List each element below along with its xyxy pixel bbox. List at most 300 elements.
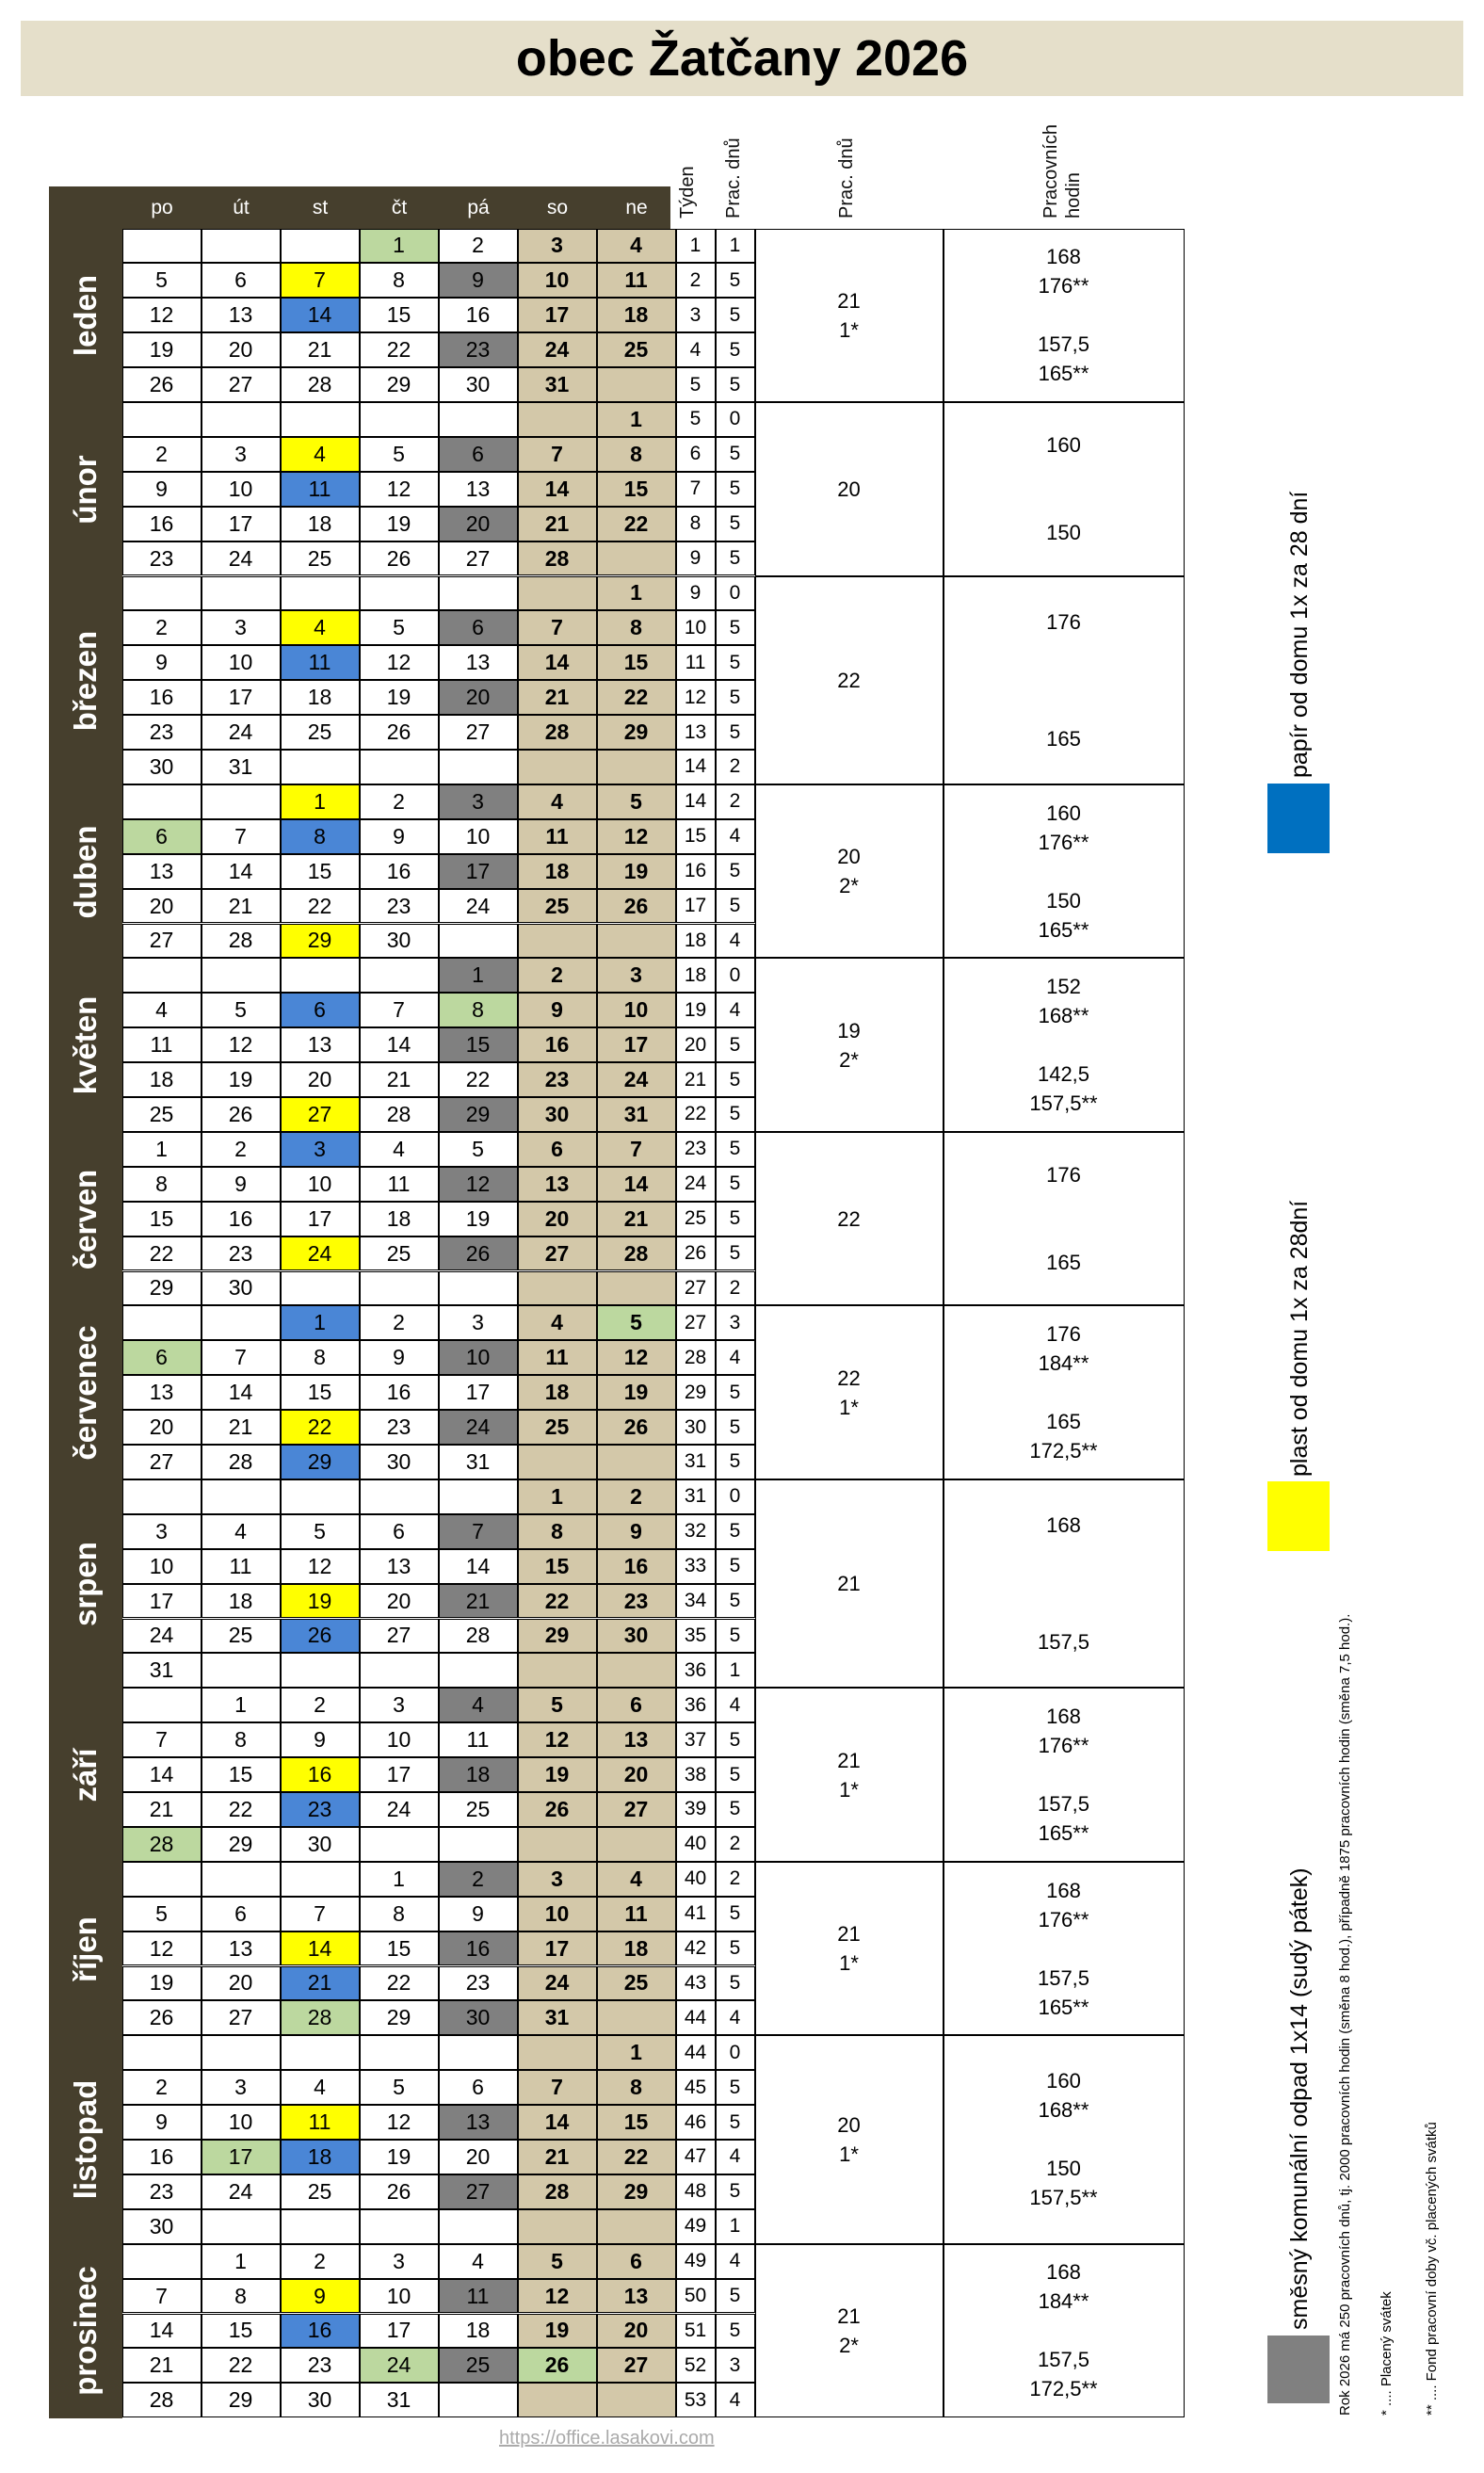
day-cell: 8 [439, 993, 518, 1027]
month-label [49, 229, 122, 403]
day-cell: 14 [360, 1027, 439, 1062]
hours-value: 157,5 [1037, 2348, 1090, 2372]
day-cell: 6 [439, 437, 518, 472]
day-cell: 9 [202, 1167, 281, 1202]
day-cell: 2 [281, 1688, 360, 1722]
day-cell [439, 1653, 518, 1688]
legend-smesny-label: směsný komunální odpad 1x14 (sudý pátek) [1286, 1867, 1313, 2330]
day-cell: 25 [122, 1097, 202, 1132]
day-cell: 7 [281, 1897, 360, 1932]
day-cell: 24 [518, 1966, 597, 2001]
week-workdays: 5 [716, 332, 755, 367]
week-workdays: 5 [716, 1236, 755, 1271]
header-prac-hodin: Pracovních hodin [1040, 123, 1084, 218]
day-cell: 7 [281, 263, 360, 298]
week-number: 18 [676, 958, 716, 993]
day-cell: 3 [360, 2244, 439, 2279]
day-cell [122, 1305, 202, 1340]
day-cell: 12 [439, 1167, 518, 1202]
day-cell: 7 [122, 2279, 202, 2314]
week-workdays: 5 [716, 645, 755, 680]
week-number: 12 [676, 680, 716, 715]
month-label [49, 1479, 122, 1688]
day-cell: 20 [281, 1062, 360, 1097]
day-cell: 23 [122, 2174, 202, 2209]
day-cell [597, 1445, 676, 1479]
day-cell [202, 229, 281, 264]
day-cell: 9 [281, 2279, 360, 2314]
month-hours [944, 958, 1185, 1132]
day-cell: 21 [518, 507, 597, 541]
day-cell: 15 [439, 1027, 518, 1062]
week-number: 8 [676, 507, 716, 541]
hours-value: 157,5 [1037, 1792, 1090, 1817]
day-cell [518, 2035, 597, 2070]
hours-value: 172,5** [1029, 2377, 1098, 2401]
day-cell [281, 1653, 360, 1688]
week-workdays: 4 [716, 2140, 755, 2174]
day-cell: 29 [439, 1097, 518, 1132]
day-cell: 30 [281, 2383, 360, 2417]
day-cell: 6 [122, 1340, 202, 1375]
hours-value: 160 [1046, 433, 1081, 458]
day-cell: 15 [597, 645, 676, 680]
day-cell: 6 [439, 2070, 518, 2105]
hours-value: 168 [1046, 2260, 1081, 2285]
day-cell: 8 [597, 610, 676, 645]
day-cell: 19 [360, 507, 439, 541]
day-cell: 8 [518, 1514, 597, 1549]
workdays-value: 22 [837, 1206, 861, 1231]
day-cell: 24 [202, 541, 281, 576]
week-workdays: 5 [716, 2314, 755, 2349]
day-cell: 8 [360, 1897, 439, 1932]
day-cell [360, 2209, 439, 2244]
month-hours [944, 784, 1185, 959]
hours-value: 176 [1046, 1322, 1081, 1347]
week-number: 53 [676, 2383, 716, 2417]
day-cell: 1 [360, 1862, 439, 1897]
day-cell: 16 [360, 1375, 439, 1410]
day-cell: 27 [281, 1097, 360, 1132]
day-cell: 14 [281, 298, 360, 332]
day-cell: 24 [122, 1619, 202, 1654]
week-workdays: 0 [716, 402, 755, 437]
day-cell: 7 [518, 2070, 597, 2105]
day-cell: 4 [439, 2244, 518, 2279]
day-cell: 4 [281, 610, 360, 645]
month-name: leden [68, 275, 103, 357]
day-cell: 26 [360, 715, 439, 750]
workdays-value: 22 [837, 1366, 861, 1390]
workdays-value: 21 [837, 2303, 861, 2328]
day-cell: 8 [202, 1722, 281, 1757]
day-cell: 20 [122, 889, 202, 924]
day-cell [439, 2035, 518, 2070]
day-cell: 4 [439, 1688, 518, 1722]
week-number: 4 [676, 332, 716, 367]
week-number: 27 [676, 1271, 716, 1306]
day-cell: 28 [281, 2000, 360, 2035]
weekday-header: pá [467, 196, 490, 218]
note-rok: Rok 2026 má 250 pracovních dnů, tj. 2000 pracovních hodin (směna 8 hod.), případně 1875 pracovních hodin (směna 7,5 hod.). [1337, 1613, 1353, 2416]
day-cell: 25 [518, 1410, 597, 1445]
day-cell: 14 [122, 1757, 202, 1792]
day-cell: 12 [360, 472, 439, 507]
day-cell: 25 [439, 1792, 518, 1827]
day-cell [122, 2244, 202, 2279]
month-hours [944, 402, 1185, 576]
week-number: 14 [676, 784, 716, 819]
day-cell: 26 [360, 2174, 439, 2209]
day-cell [597, 750, 676, 784]
day-cell: 19 [518, 2314, 597, 2349]
day-cell: 8 [360, 263, 439, 298]
day-cell: 13 [518, 1167, 597, 1202]
day-cell: 29 [281, 924, 360, 959]
day-cell: 24 [360, 1792, 439, 1827]
day-cell [597, 2000, 676, 2035]
header-tyden: Týden [677, 166, 698, 218]
day-cell: 24 [439, 1410, 518, 1445]
day-cell [202, 1479, 281, 1514]
weekday-header: po [151, 196, 173, 218]
day-cell: 18 [360, 1202, 439, 1236]
week-workdays: 2 [716, 1862, 755, 1897]
week-workdays: 3 [716, 1305, 755, 1340]
workdays-value: 1* [839, 317, 859, 342]
day-cell: 13 [439, 472, 518, 507]
workdays-value: 1* [839, 2142, 859, 2166]
day-cell: 12 [202, 1027, 281, 1062]
week-workdays: 5 [716, 1619, 755, 1654]
day-cell: 21 [518, 2140, 597, 2174]
day-cell [281, 402, 360, 437]
hours-value: 165** [1038, 1995, 1089, 2019]
day-cell [360, 1827, 439, 1862]
day-cell: 3 [202, 2070, 281, 2105]
day-cell: 1 [597, 576, 676, 611]
day-cell: 5 [122, 263, 202, 298]
day-cell: 22 [122, 1236, 202, 1271]
day-cell: 24 [202, 2174, 281, 2209]
day-cell: 29 [281, 1445, 360, 1479]
month-label [49, 1689, 122, 1863]
day-cell: 22 [597, 2140, 676, 2174]
week-workdays: 4 [716, 993, 755, 1027]
week-number: 2 [676, 263, 716, 298]
day-cell: 20 [122, 1410, 202, 1445]
day-cell: 17 [360, 1757, 439, 1792]
day-cell: 19 [360, 680, 439, 715]
month-workdays [755, 576, 944, 784]
hours-value: 176 [1046, 609, 1081, 634]
week-workdays: 5 [716, 2105, 755, 2140]
day-cell: 28 [518, 541, 597, 576]
day-cell: 22 [202, 2348, 281, 2383]
day-cell: 23 [122, 715, 202, 750]
week-workdays: 0 [716, 576, 755, 611]
workdays-value: 1* [839, 1951, 859, 1976]
day-cell: 2 [122, 437, 202, 472]
day-cell: 11 [202, 1549, 281, 1584]
legend-papir-label: papír od domu 1x za 28 dní [1286, 491, 1313, 778]
day-cell: 13 [202, 1932, 281, 1966]
week-number: 31 [676, 1445, 716, 1479]
week-number: 10 [676, 610, 716, 645]
day-cell: 22 [281, 1410, 360, 1445]
week-number: 33 [676, 1549, 716, 1584]
hours-value: 157,5 [1037, 332, 1090, 357]
day-cell: 3 [439, 1305, 518, 1340]
day-cell: 6 [597, 2244, 676, 2279]
week-workdays: 4 [716, 819, 755, 854]
week-workdays: 5 [716, 2279, 755, 2314]
hours-value: 168** [1038, 2098, 1089, 2123]
day-cell: 28 [202, 924, 281, 959]
workdays-value: 20 [837, 845, 861, 869]
day-cell: 14 [122, 2314, 202, 2349]
week-number: 52 [676, 2348, 716, 2383]
day-cell: 21 [360, 1062, 439, 1097]
week-workdays: 5 [716, 472, 755, 507]
week-number: 34 [676, 1584, 716, 1619]
day-cell: 22 [360, 1966, 439, 2001]
legend-papir-swatch [1267, 784, 1330, 853]
day-cell: 8 [597, 2070, 676, 2105]
day-cell: 21 [202, 1410, 281, 1445]
day-cell: 10 [202, 645, 281, 680]
day-cell: 14 [439, 1549, 518, 1584]
week-workdays: 5 [716, 2174, 755, 2209]
month-label [49, 959, 122, 1133]
day-cell [518, 1445, 597, 1479]
day-cell: 9 [439, 1897, 518, 1932]
day-cell: 6 [518, 1132, 597, 1167]
day-cell: 27 [439, 541, 518, 576]
day-cell [597, 2209, 676, 2244]
day-cell: 21 [122, 2348, 202, 2383]
day-cell [518, 2209, 597, 2244]
day-cell: 19 [360, 2140, 439, 2174]
day-cell: 13 [122, 854, 202, 889]
week-number: 27 [676, 1305, 716, 1340]
month-workdays [755, 1305, 944, 1479]
hours-value: 150 [1046, 888, 1081, 913]
day-cell: 14 [281, 1932, 360, 1966]
day-cell: 14 [202, 854, 281, 889]
day-cell [122, 1479, 202, 1514]
day-cell: 18 [202, 1584, 281, 1619]
header-prac-dnu: Prac. dnů [836, 137, 857, 218]
day-cell [439, 924, 518, 959]
week-number: 29 [676, 1375, 716, 1410]
day-cell: 9 [281, 1722, 360, 1757]
day-cell [202, 958, 281, 993]
day-cell: 29 [202, 2383, 281, 2417]
workdays-value: 2* [839, 874, 859, 898]
month-name: duben [68, 825, 103, 919]
day-cell: 24 [202, 715, 281, 750]
day-cell: 5 [360, 610, 439, 645]
week-workdays: 2 [716, 750, 755, 784]
day-cell [360, 750, 439, 784]
hours-value: 176 [1046, 1163, 1081, 1188]
week-workdays: 5 [716, 437, 755, 472]
day-cell: 12 [518, 1722, 597, 1757]
week-number: 9 [676, 576, 716, 611]
day-cell: 20 [518, 1202, 597, 1236]
week-workdays: 4 [716, 2244, 755, 2279]
month-name: listopad [68, 2080, 103, 2200]
day-cell [360, 2035, 439, 2070]
day-cell [439, 1271, 518, 1306]
week-number: 7 [676, 472, 716, 507]
day-cell: 21 [597, 1202, 676, 1236]
day-cell: 13 [122, 1375, 202, 1410]
day-cell: 19 [439, 1202, 518, 1236]
week-number: 14 [676, 750, 716, 784]
day-cell: 18 [281, 680, 360, 715]
day-cell: 17 [518, 1932, 597, 1966]
day-cell: 1 [122, 1132, 202, 1167]
day-cell [202, 402, 281, 437]
day-cell: 27 [202, 2000, 281, 2035]
day-cell: 17 [122, 1584, 202, 1619]
day-cell: 26 [202, 1097, 281, 1132]
day-cell: 20 [439, 680, 518, 715]
day-cell: 15 [202, 2314, 281, 2349]
day-cell [122, 1862, 202, 1897]
day-cell: 1 [597, 2035, 676, 2070]
day-cell: 7 [122, 1722, 202, 1757]
day-cell: 18 [439, 1757, 518, 1792]
day-cell: 5 [518, 2244, 597, 2279]
week-number: 36 [676, 1653, 716, 1688]
month-workdays [755, 1479, 944, 1688]
week-number: 17 [676, 889, 716, 924]
hours-value: 165** [1038, 1821, 1089, 1846]
day-cell: 7 [439, 1514, 518, 1549]
day-cell: 18 [518, 854, 597, 889]
day-cell: 7 [360, 993, 439, 1027]
hours-value: 165** [1038, 362, 1089, 386]
day-cell: 8 [597, 437, 676, 472]
day-cell: 19 [202, 1062, 281, 1097]
week-workdays: 4 [716, 1688, 755, 1722]
hours-value: 176** [1038, 830, 1089, 854]
day-cell: 4 [122, 993, 202, 1027]
day-cell [360, 576, 439, 611]
week-number: 45 [676, 2070, 716, 2105]
day-cell: 9 [122, 472, 202, 507]
workdays-value: 21 [837, 1572, 861, 1596]
week-number: 51 [676, 2314, 716, 2349]
week-number: 36 [676, 1688, 716, 1722]
day-cell: 16 [439, 298, 518, 332]
month-label [49, 576, 122, 784]
hours-value: 168** [1038, 1004, 1089, 1028]
day-cell [202, 1305, 281, 1340]
day-cell: 12 [597, 1340, 676, 1375]
day-cell: 11 [281, 2105, 360, 2140]
day-cell: 1 [202, 1688, 281, 1722]
day-cell: 21 [439, 1584, 518, 1619]
day-cell: 2 [122, 610, 202, 645]
hours-value: 157,5 [1037, 1965, 1090, 1990]
footer-link[interactable]: https://office.lasakovi.com [499, 2428, 715, 2449]
day-cell: 20 [597, 1757, 676, 1792]
day-cell: 4 [281, 2070, 360, 2105]
day-cell: 7 [518, 610, 597, 645]
day-cell: 16 [281, 2314, 360, 2349]
week-number: 13 [676, 715, 716, 750]
day-cell: 24 [439, 889, 518, 924]
month-workdays [755, 1132, 944, 1306]
day-cell [439, 1827, 518, 1862]
day-cell: 15 [360, 1932, 439, 1966]
day-cell: 2 [281, 2244, 360, 2279]
day-cell: 23 [518, 1062, 597, 1097]
day-cell [597, 367, 676, 402]
day-cell: 16 [518, 1027, 597, 1062]
day-cell [518, 1653, 597, 1688]
hours-value: 168 [1046, 1513, 1081, 1538]
day-cell: 8 [122, 1167, 202, 1202]
week-number: 31 [676, 1479, 716, 1514]
month-label [49, 403, 122, 577]
day-cell: 27 [597, 1792, 676, 1827]
day-cell: 15 [281, 1375, 360, 1410]
day-cell: 16 [122, 2140, 202, 2174]
day-cell: 5 [597, 1305, 676, 1340]
legend-plast-swatch [1267, 1481, 1330, 1551]
day-cell: 1 [439, 958, 518, 993]
day-cell [202, 784, 281, 819]
hours-value: 168 [1046, 245, 1081, 269]
day-cell: 13 [597, 2279, 676, 2314]
day-cell: 16 [202, 1202, 281, 1236]
week-number: 26 [676, 1236, 716, 1271]
week-number: 3 [676, 298, 716, 332]
day-cell [597, 924, 676, 959]
note-fond: ** .... Fond pracovní doby vč. placených svátků [1424, 2122, 1440, 2416]
day-cell: 4 [360, 1132, 439, 1167]
month-name: červenec [68, 1325, 103, 1461]
hours-value: 157,5** [1029, 2186, 1098, 2210]
week-number: 24 [676, 1167, 716, 1202]
day-cell [360, 1653, 439, 1688]
day-cell: 19 [281, 1584, 360, 1619]
month-workdays [755, 1688, 944, 1862]
month-label [49, 2036, 122, 2244]
day-cell: 6 [202, 263, 281, 298]
day-cell: 30 [281, 1827, 360, 1862]
day-cell: 16 [122, 680, 202, 715]
day-cell: 16 [439, 1932, 518, 1966]
day-cell: 20 [202, 332, 281, 367]
day-cell: 6 [202, 1897, 281, 1932]
day-cell [281, 958, 360, 993]
week-number: 21 [676, 1062, 716, 1097]
week-number: 23 [676, 1132, 716, 1167]
week-workdays: 3 [716, 2348, 755, 2383]
day-cell: 10 [518, 1897, 597, 1932]
day-cell: 30 [597, 1619, 676, 1654]
week-number: 30 [676, 1410, 716, 1445]
day-cell: 18 [122, 1062, 202, 1097]
week-workdays: 5 [716, 610, 755, 645]
